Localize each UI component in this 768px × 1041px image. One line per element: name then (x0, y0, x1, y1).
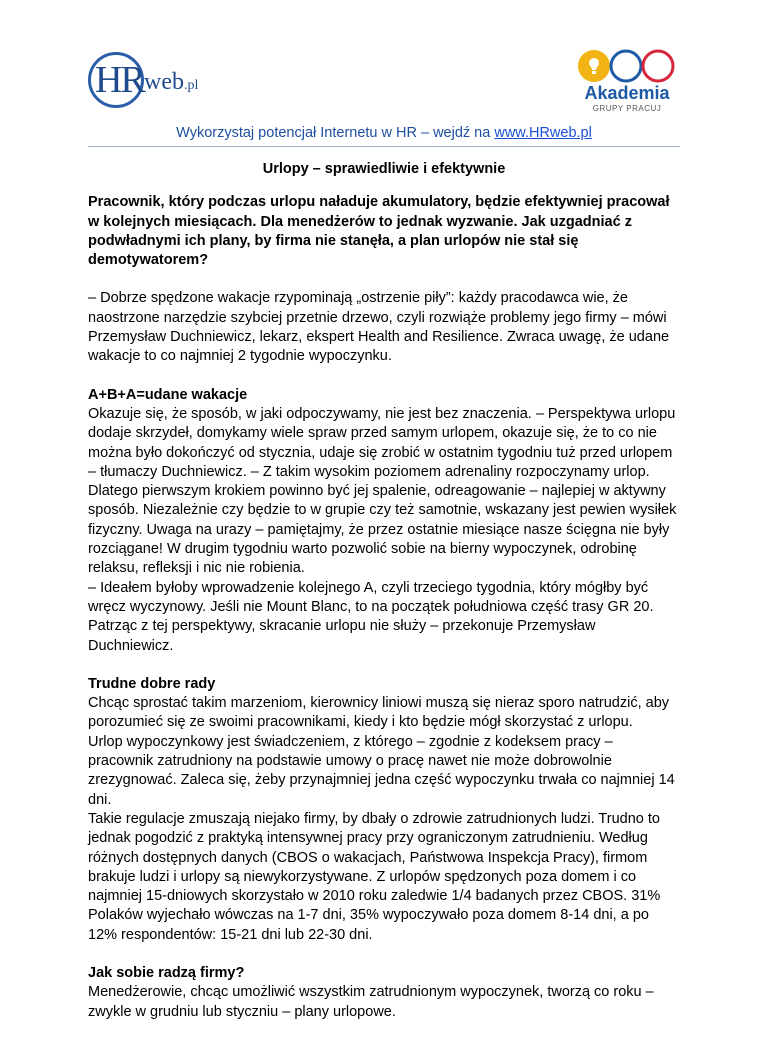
hrweb-link[interactable]: www.HRweb.pl (494, 125, 592, 141)
section-firmy-heading: Jak sobie radzą firmy? (88, 964, 245, 981)
section-trudne-rady (88, 675, 680, 945)
section-firmy (88, 964, 680, 1022)
section-aba-paragraph-2: – Ideałem byłoby wprowadzenie kolejnego A, czyli trzeciego tygodnia, który mógłby być wręcz wyczynowy. Jeśli nie Mount Blanc, to na początek południowa część trasy GR 20. Patrząc z tej perspektywy, skracanie urlopu nie służy – przekonuje Przemysław Duchniewicz. (88, 579, 654, 654)
article-lead: Pracownik, który podczas urlopu naładuje akumulatory, będzie efektywniej pracował w kolejnych miesiącach. Dla menedżerów to jednak wyzwanie. Jak uzgadniać z podwładnymi ich plany, by firma nie stanęła, a plan urlopów nie stał się demotywatorem? (88, 194, 670, 269)
hrweb-logo-tld: .pl (183, 78, 199, 93)
section-firmy-paragraph-1: Menedżerowie, chcąc umożliwić wszystkim zatrudnionym wypoczynek, tworzą co roku – zwykle w grudniu lub styczniu – plany urlopowe. (88, 984, 654, 1020)
header-divider (88, 146, 680, 147)
header-tagline (0, 124, 768, 142)
section-trudne-rady-paragraph-2: Urlop wypoczynkowy jest świadczeniem, z którego – zgodnie z kodeksem pracy – pracownik zatrudniony na podstawie umowy o pracę nawet nie może dobrowolnie zrezygnować. Zaleca się, żeby przynajmniej jedna część wypoczynku trwała co najmniej 14 dni. (88, 733, 675, 808)
section-trudne-rady-paragraph-3: Takie regulacje zmuszają niejako firmy, by dbały o zdrowie zatrudnionych ludzi. Trudno to jednak pogodzić z praktyką intensywnej pracy przy ograniczonym zatrudnieniu. Według różnych dostępnych danych (CBOS o wakacjach, Państwowa Inspekcja Pracy), firmom brakuje ludzi i urlopy są niewykorzystywane. Z urlopów spędzonych poza domem i co najmniej 15-dniowych skorzystało w 2010 roku zaledwie 1/4 badanych przez CBOS. 31% Polaków wyjechało wówczas na 1-7 dni, 35% wypoczywało poza domem 8-14 dni, a po 12% respondentów: 15-21 dni lub 22-30 dni. (88, 810, 661, 943)
akademia-blue-circle (611, 51, 641, 81)
section-trudne-rady-heading: Trudne dobre rady (88, 675, 216, 692)
akademia-red-circle (643, 51, 673, 81)
akademia-subtitle: GRUPY PRACUJ (592, 104, 662, 113)
akademia-logo[interactable] (572, 44, 682, 119)
tagline-text: Wykorzystaj potencjał Internetu w HR – wejdź na (176, 125, 495, 141)
article-intro: – Dobrze spędzone wakacje rzypominają „ostrzenie piły”: każdy pracodawca wie, że naostrzone narzędzie szybciej przetnie drzewo, czyli rozwiąże problemy jego firmy – mówi Przemysław Duchniewicz, lekarz, ekspert Health and Resilience. Zwraca uwagę, że udane wakacje to co najmniej 2 tygodnie wypoczynku. (88, 290, 670, 365)
lightbulb-base (592, 71, 596, 74)
section-aba-heading: A+B+A=udane wakacje (88, 386, 248, 403)
akademia-wordmark: Akademia (584, 83, 670, 103)
article-title: Urlopy – sprawiedliwie i efektywnie (262, 161, 506, 177)
section-trudne-rady-paragraph-1: Chcąc sprostać takim marzeniom, kierownicy liniowi muszą się nieraz sporo natrudzić, aby porozumieć się ze swoimi pracownikami, kiedy i kto będzie mógł skorzystać z urlopu. (88, 695, 670, 731)
hrweb-logo-wordmark (144, 68, 198, 100)
hrweb-logo-web: web (144, 69, 184, 95)
section-aba (88, 386, 680, 656)
hrweb-logo-letters: HR (95, 59, 144, 101)
hrweb-logo[interactable] (88, 52, 218, 112)
section-aba-paragraph-1: Okazuje się, że sposób, w jaki odpoczywamy, nie jest bez znaczenia. – Perspektywa urlopu dodaje skrzydeł, domykamy wiele spraw przed samym urlopem, okazuje się, że to co nie można było dokończyć od stycznia, udaje się zrobić w ostatnim tygodniu tuż przed urlopem – tłumaczy Duchniewicz. – Z takim wysokim poziomem adrenaliny rozpoczynamy urlop. Dlatego pierwszym krokiem powinno być jej spalenie, odreagowanie – najlepiej w aktywny sposób. Niezależnie czy będzie to w grupie czy też samotnie, wskazany jest pewien wysiłek fizyczny. Uwaga na urazy – pamiętajmy, że przez ostatnie miesiące nasze ścięgna nie były rozciągane! W drugim tygodniu warto pozwolić sobie na bierny wypoczynek, odrobinę relaksu, refleksji i nic nie robienia. (88, 405, 677, 577)
article-body (88, 160, 680, 1041)
page-header (0, 0, 768, 150)
